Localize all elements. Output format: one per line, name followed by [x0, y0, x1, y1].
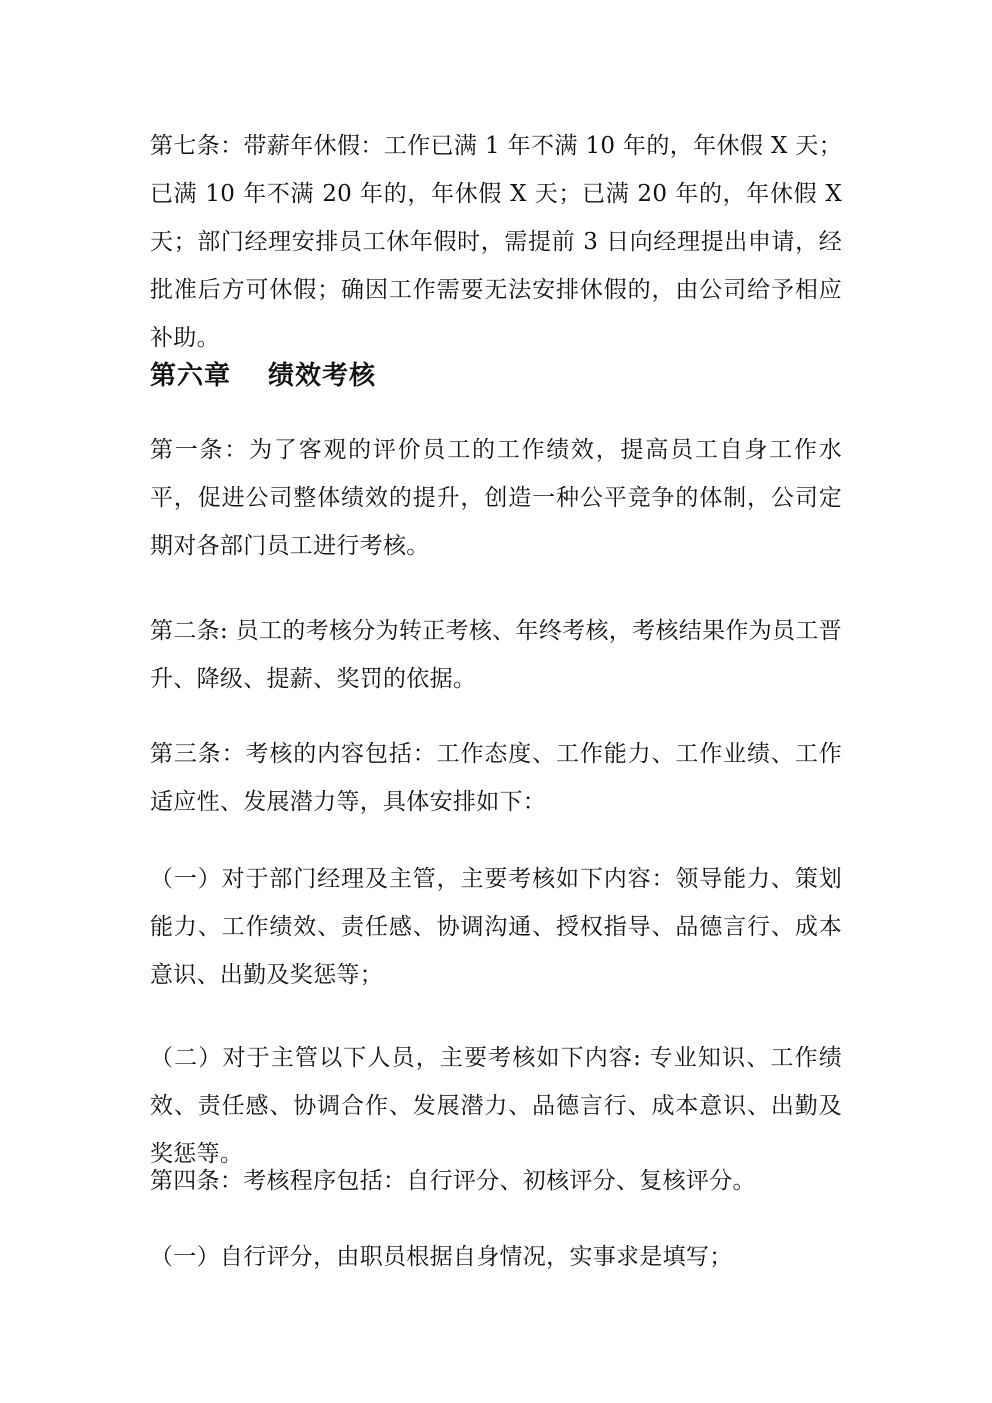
- article-7-paragraph: 第七条：带薪年休假：工作已满 1 年不满 10 年的，年休假 X 天；已满 10 年不满 20 年的，年休假 X 天；已满 20 年的，年休假 X 天；部门经理安排员工休年假时，需提前 3 日向经理提出申请，经批准后方可休假；确因工作需要无法安排休假的，由公司给予相应补助。: [150, 133, 842, 351]
- article-3-item-2: （二）对于主管以下人员，主要考核如下内容: 专业知识、工作绩效、责任感、协调合作、发展潜力、品德言行、成本意识、出勤及奖惩等。: [150, 1045, 842, 1167]
- article-2-paragraph: 第二条: 员工的考核分为转正考核、年终考核，考核结果作为员工晋升、降级、提薪、奖罚的依据。: [150, 618, 842, 692]
- chapter-heading: 第六章 绩效考核: [150, 361, 377, 391]
- document-page: [150, 0, 842, 1403]
- article-4-paragraph: 第四条：考核程序包括：自行评分、初核评分、复核评分。: [150, 1168, 756, 1194]
- article-3-paragraph: 第三条：考核的内容包括：工作态度、工作能力、工作业绩、工作适应性、发展潜力等，具体安排如下：: [150, 741, 842, 815]
- article-3-item-1: （一）对于部门经理及主管，主要考核如下内容：领导能力、策划能力、工作绩效、责任感、协调沟通、授权指导、品德言行、成本意识、出勤及奖惩等；: [150, 866, 842, 988]
- article-4-item-1: （一）自行评分，由职员根据自身情况，实事求是填写；: [150, 1244, 733, 1270]
- article-1-paragraph: 第一条：为了客观的评价员工的工作绩效，提高员工自身工作水平，促进公司整体绩效的提升，创造一种公平竞争的体制，公司定期对各部门员工进行考核。: [150, 437, 842, 559]
